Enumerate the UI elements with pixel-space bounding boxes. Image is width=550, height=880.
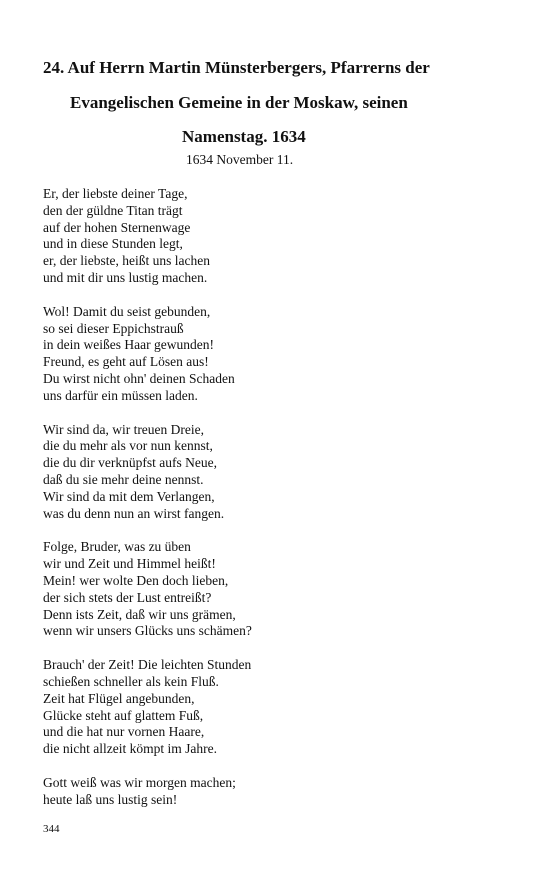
stanza [43, 186, 513, 287]
verse-line: heute laß uns lustig sein! [43, 791, 178, 807]
verse-line: Freund, es geht auf Lösen aus! [43, 354, 209, 370]
poem-title-line-2: Evangelischen Gemeine in der Moskaw, seinen [70, 93, 408, 112]
stanza [43, 304, 513, 405]
verse-line: und mit dir uns lustig machen. [43, 269, 208, 285]
stanza [43, 422, 513, 523]
verse-line: in dein weißes Haar gewunden! [43, 337, 214, 353]
verse-line: wenn wir unsers Glücks uns schämen? [43, 623, 252, 639]
verse-line: schießen schneller als kein Fluß. [43, 673, 219, 689]
stanza [43, 657, 513, 758]
verse-line: den der güldne Titan trägt [43, 202, 183, 218]
verse-line: uns darfür ein müssen laden. [43, 387, 198, 403]
verse-line: Zeit hat Flügel angebunden, [43, 690, 195, 706]
verse-line: Glücke steht auf glattem Fuß, [43, 707, 204, 723]
poem-body [43, 186, 513, 826]
verse-line: die nicht allzeit kömpt im Jahre. [43, 741, 217, 757]
verse-line: Du wirst nicht ohn' deinen Schaden [43, 370, 235, 386]
verse-line: Er, der liebste deiner Tage, [43, 186, 188, 201]
stanza [43, 775, 513, 809]
poem-title-line-1: 24. Auf Herrn Martin Münsterbergers, Pfarrerns der [43, 58, 430, 77]
verse-line: Folge, Bruder, was zu üben [43, 539, 191, 555]
verse-line: so sei dieser Eppichstrauß [43, 320, 184, 336]
poem-date: 1634 November 11. [186, 152, 294, 167]
verse-line: auf der hohen Sternenwage [43, 219, 191, 235]
verse-line: daß du sie mehr deine nennst. [43, 471, 204, 487]
verse-line: Denn ists Zeit, daß wir uns grämen, [43, 606, 236, 622]
verse-line: die du mehr als vor nun kennst, [43, 438, 213, 454]
verse-line: Wol! Damit du seist gebunden, [43, 303, 211, 319]
verse-line: der sich stets der Lust entreißt? [43, 589, 212, 605]
verse-line: Gott weiß was wir morgen machen; [43, 774, 236, 790]
verse-line: Wir sind da mit dem Verlangen, [43, 488, 215, 504]
verse-line: und die hat nur vornen Haare, [43, 724, 205, 740]
stanza [43, 539, 513, 640]
verse-line: Wir sind da, wir treuen Dreie, [43, 421, 205, 437]
verse-line: und in diese Stunden legt, [43, 236, 183, 252]
poem-title-line-3: Namenstag. 1634 [182, 127, 306, 146]
verse-line: Brauch' der Zeit! Die leichten Stunden [43, 657, 252, 673]
page-number: 344 [43, 823, 60, 835]
verse-line: wir und Zeit und Himmel heißt! [43, 556, 216, 572]
verse-line: Mein! wer wolte Den doch lieben, [43, 572, 229, 588]
verse-line: was du denn nun an wirst fangen. [43, 505, 225, 521]
verse-line: die du dir verknüpfst aufs Neue, [43, 455, 217, 471]
verse-line: er, der liebste, heißt uns lachen [43, 253, 211, 269]
